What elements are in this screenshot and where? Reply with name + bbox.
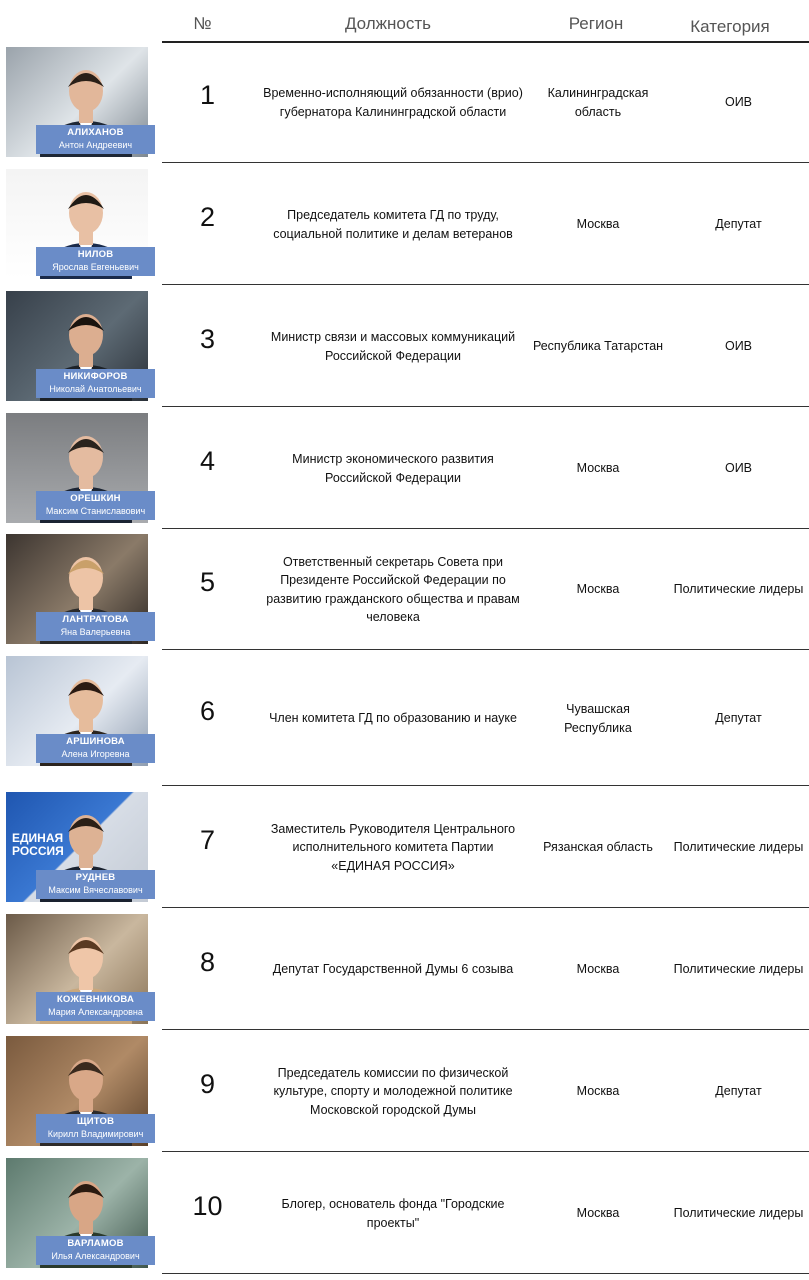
category-cell: Депутат [715, 217, 762, 232]
row-number: 3 [199, 324, 216, 354]
table-row [0, 651, 809, 786]
table-row [0, 787, 809, 908]
category-cell: ОИВ [724, 339, 753, 354]
name-plate [36, 1114, 155, 1143]
name-plate [36, 1236, 155, 1265]
table-row [0, 286, 809, 407]
person-given-name: Кирилл Владимирович [47, 1129, 144, 1139]
row-number: 5 [199, 567, 216, 597]
row-number: 10 [192, 1191, 223, 1221]
row-divider [162, 1029, 809, 1031]
region-cell: Москва [576, 1206, 620, 1221]
name-plate [36, 734, 155, 763]
region-cell: Москва [576, 962, 620, 977]
person-surname: ОРЕШКИН [70, 493, 121, 504]
row-divider [162, 162, 809, 164]
row-number: 4 [199, 446, 216, 476]
position-cell: Блогер, основатель фонда "Городские проекты" [281, 1197, 505, 1230]
region-cell: Рязанская область [543, 840, 653, 855]
position-cell: Министр связи и массовых коммуникаций Российской Федерации [270, 330, 516, 363]
category-cell: Политические лидеры [673, 840, 804, 855]
row-divider [162, 1273, 809, 1275]
person-given-name: Николай Анатольевич [49, 384, 142, 394]
position-cell: Ответственный секретарь Совета при Президенте Российской Федерации по развитию гражданского общества и правам человека [266, 554, 520, 624]
table-row [0, 1031, 809, 1152]
person-given-name: Мария Александровна [48, 1007, 143, 1017]
position-cell: Член комитета ГД по образованию и науке [269, 711, 517, 726]
row-number: 7 [199, 825, 216, 855]
position-cell: Заместитель Руководителя Центрального исполнительного комитета Партии «ЕДИНАЯ РОССИЯ» [270, 821, 516, 873]
table-row [0, 408, 809, 529]
category-cell: Политические лидеры [673, 1206, 804, 1221]
category-cell: ОИВ [724, 461, 753, 476]
row-divider [162, 649, 809, 651]
region-cell: Москва [576, 461, 620, 476]
column-header-category: Категория [690, 17, 770, 36]
region-cell: Калининградская область [547, 86, 649, 119]
row-number: 1 [199, 80, 216, 110]
position-cell: Временно-исполняющий обязанности (врио) губернатора Калининградской области [263, 86, 523, 119]
category-cell: Политические лидеры [673, 582, 804, 597]
person-given-name: Ярослав Евгеньевич [52, 262, 139, 272]
person-surname: ЛАНТРАТОВА [62, 614, 129, 625]
table-row [0, 164, 809, 285]
person-surname: ВАРЛАМОВ [67, 1238, 124, 1249]
person-surname: АЛИХАНОВ [67, 127, 124, 138]
row-divider [162, 785, 809, 787]
region-cell: Москва [576, 582, 620, 597]
category-cell: Депутат [715, 711, 762, 726]
name-plate [36, 369, 155, 398]
position-cell: Министр экономического развития Российской Федерации [292, 452, 494, 485]
row-number: 6 [199, 696, 216, 726]
person-surname: НИЛОВ [77, 249, 114, 260]
category-cell: Депутат [715, 1084, 762, 1099]
region-cell: Москва [576, 1084, 620, 1099]
person-given-name: Яна Валерьевна [60, 627, 131, 637]
row-divider [162, 284, 809, 286]
person-surname: РУДНЕВ [75, 872, 116, 883]
column-header-position: Должность [344, 14, 432, 33]
position-cell: Председатель комиссии по физической культуре, спорту и молодежной политике Московской городской Думы [273, 1065, 513, 1117]
name-plate [36, 870, 155, 899]
person-given-name: Алена Игоревна [61, 749, 130, 759]
table-row [0, 529, 809, 650]
person-given-name: Максим Вячеславович [48, 885, 143, 895]
person-surname: НИКИФОРОВ [63, 371, 128, 382]
name-plate [36, 612, 155, 641]
row-divider [162, 406, 809, 408]
table-row [0, 909, 809, 1030]
name-plate [36, 491, 155, 520]
person-given-name: Максим Станиславович [45, 506, 146, 516]
category-cell: Политические лидеры [673, 962, 804, 977]
row-divider [162, 1151, 809, 1153]
table-row [0, 42, 809, 163]
column-header-number: № [193, 14, 212, 33]
position-cell: Депутат Государственной Думы 6 созыва [272, 962, 514, 977]
person-surname: АРШИНОВА [66, 736, 125, 747]
person-surname: КОЖЕВНИКОВА [56, 994, 135, 1005]
row-divider [162, 907, 809, 909]
region-cell: Чувашская Республика [564, 702, 632, 735]
row-number: 2 [199, 202, 216, 232]
table-header [0, 0, 809, 42]
name-plate [36, 125, 155, 154]
person-given-name: Илья Александрович [51, 1251, 140, 1261]
person-surname: ЩИТОВ [76, 1116, 115, 1127]
category-cell: ОИВ [724, 95, 753, 110]
party-logo: ЕДИНАЯ РОССИЯ [12, 831, 64, 858]
person-given-name: Антон Андреевич [58, 140, 133, 150]
region-cell: Республика Татарстан [532, 339, 664, 354]
region-cell: Москва [576, 217, 620, 232]
name-plate [36, 247, 155, 276]
row-number: 8 [199, 947, 216, 977]
row-number: 9 [199, 1069, 216, 1099]
name-plate [36, 992, 155, 1021]
table-row [0, 1153, 809, 1274]
column-header-region: Регион [568, 14, 624, 33]
position-cell: Председатель комитета ГД по труду, социальной политике и делам ветеранов [273, 208, 513, 241]
